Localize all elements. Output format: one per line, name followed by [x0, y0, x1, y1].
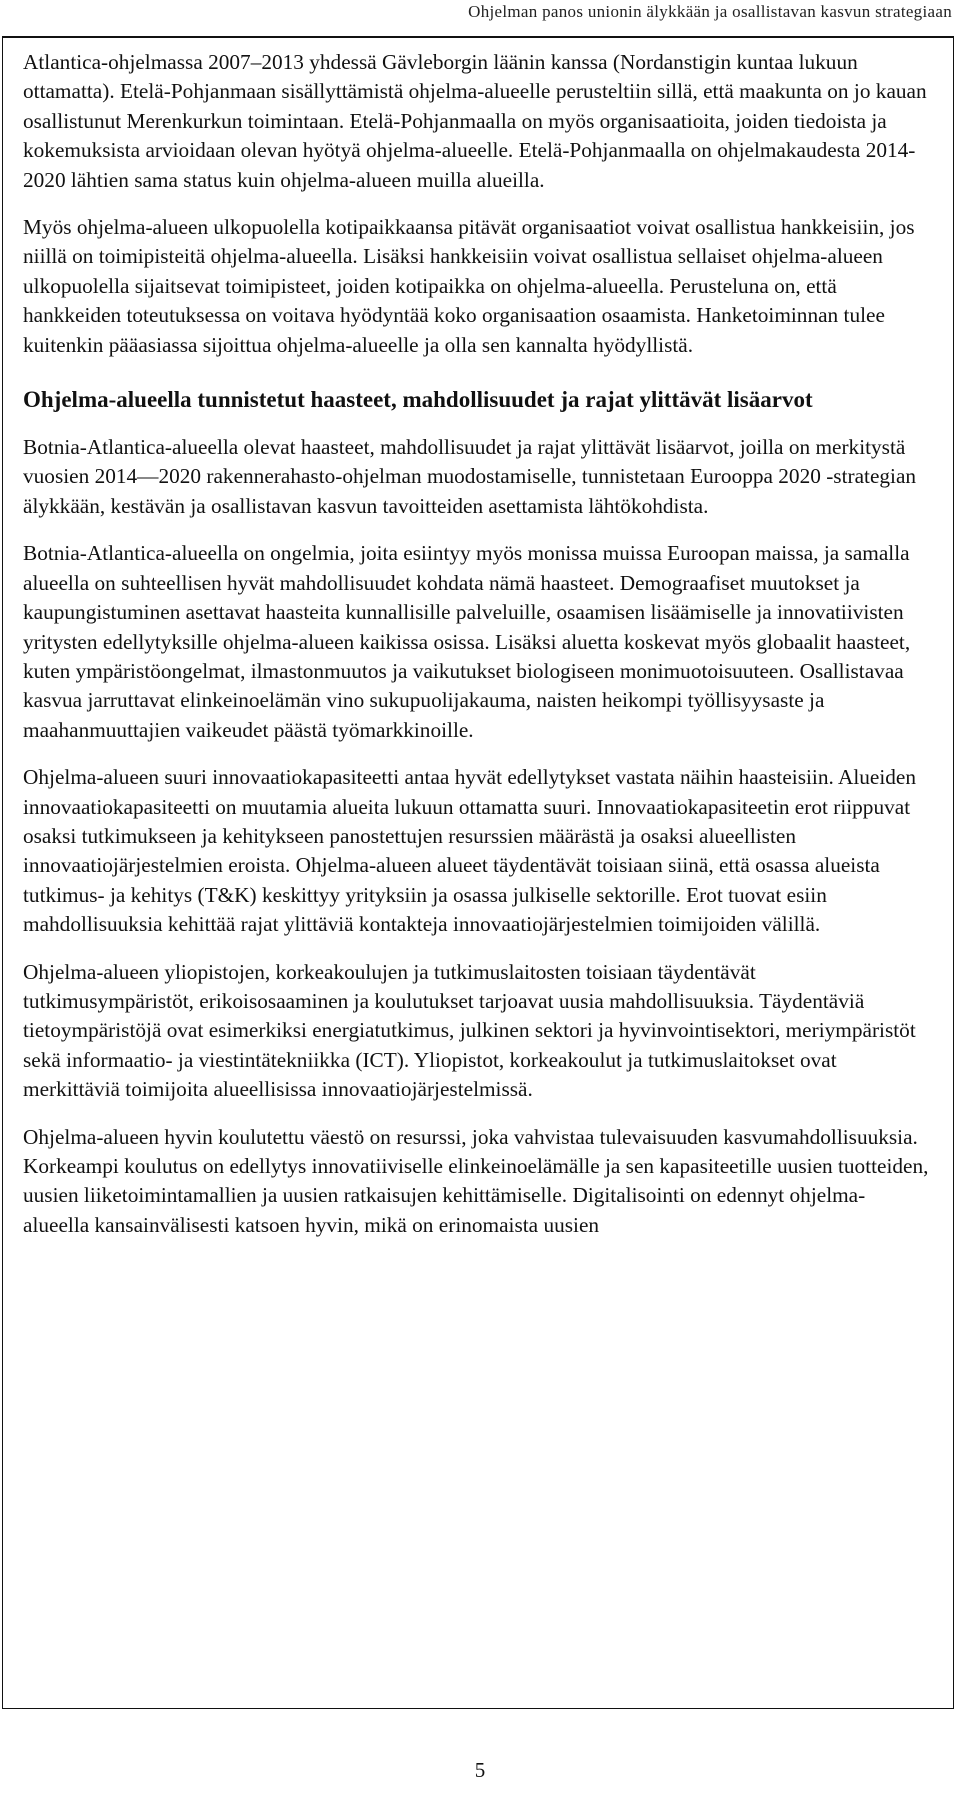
body-paragraph: Ohjelma-alueen hyvin koulutettu väestö on resurssi, joka vahvistaa tulevaisuuden kasvumahdollisuuksia. Korkeampi koulutus on edellytys innovatiiviselle elinkeinoelämälle ja sen kapasiteetille uusien tuotteiden, uusien liiketoimintamallien ja uusien ratkaisujen kehittämiselle. Digitalisointi on edennyt ohjelma-alueella kansainvälisesti katsoen hyvin, mikä on erinomaista uusien — [23, 1124, 929, 1237]
section-heading: Ohjelma-alueella tunnistetut haasteet, mahdollisuudet ja rajat ylittävät lisäarvot — [23, 387, 813, 413]
content-frame — [2, 36, 954, 1709]
body-paragraph: Myös ohjelma-alueen ulkopuolella kotipaikkaansa pitävät organisaatiot voivat osallistua hankkeisiin, jos niillä on toimipisteitä ohjelma-alueella. Lisäksi hankkeisiin voivat osallistua sellaiset ohjelma-alueen ulkopuolella sijaitsevat toimipisteet, joiden kotipaikka on ohjelma-alueella. Perusteluna on, että hankkeiden toteutuksessa on voitava hyödyntää koko organisaation osaamista. Hanketoiminnan tulee kuitenkin pääasiassa sijoittua ohjelma-alueelle ja olla sen kannalta hyödyllistä. — [23, 215, 915, 357]
body-paragraph: Ohjelma-alueen yliopistojen, korkeakoulujen ja tutkimuslaitosten toisiaan täydentävät tutkimusympäristöt, erikoisosaaminen ja koulutukset tarjoavat uusia mahdollisuuksia. Täydentäviä tietoympäristöjä ovat esimerkiksi energiatutkimus, julkinen sektori ja hyvinvointisektori, meriympäristöt sekä informaatio- ja viestintätekniikka (ICT). Yliopistot, korkeakoulut ja tutkimuslaitokset ovat merkittäviä toimijoita alueellisissa innovaatiojärjestelmissä. — [23, 959, 916, 1102]
page-number: 5 — [474, 1758, 486, 1782]
body-paragraph: Botnia-Atlantica-alueella on ongelmia, joita esiintyy myös monissa muissa Euroopan maissa, ja samalla alueella on suhteellisen hyvät mahdollisuudet kohdata nämä haasteet. Demograafiset muutokset ja kaupungistuminen asettavat haasteita kunnallisille palveluille, osaamisen lisäämiselle ja innovatiivisten yritysten edellytyksille ohjelma-alueen kaikissa osissa. Lisäksi aluetta koskevat myös globaalit haasteet, kuten ympäristöongelmat, ilmastonmuutos ja vaikutukset biologiseen monimuotoisuuteen. Osallistavaa kasvua jarruttavat elinkeinoelämän vino sukupuolijakauma, naisten heikompi työllisyysaste ja maahanmuuttajien vaikeudet päästä työmarkkinoille. — [23, 541, 911, 742]
body-paragraph: Ohjelma-alueen suuri innovaatiokapasiteetti antaa hyvät edellytykset vastata näihin haasteisiin. Alueiden innovaatiokapasiteetti on muutamia alueita lukuun ottamatta suuri. Innovaatiokapasiteetin erot riippuvat osaksi tutkimukseen ja kehitykseen panostettujen resurssien määrästä ja osaksi alueellisten innovaatiojärjestelmien eroista. Ohjelma-alueen alueet täydentävät toisiaan siinä, että osassa alueista tutkimus- ja kehitys (T&K) keskittyy yrityksiin ja osassa julkiselle sektorille. Erot tuovat esiin mahdollisuuksia kehittää rajat ylittäviä kontakteja innovaatiojärjestelmien toimijoiden välillä. — [23, 765, 917, 937]
running-header: Ohjelman panos unionin älykkään ja osallistavan kasvun strategiaan — [468, 2, 952, 21]
body-paragraph: Atlantica-ohjelmassa 2007–2013 yhdessä Gävleborgin läänin kanssa (Nordanstigin kuntaa lukuun ottamatta). Etelä-Pohjanmaan sisällyttämistä ohjelma-alueelle perusteltiin sillä, että maakunta on jo kauan osallistunut Merenkurkun toimintaan. Etelä-Pohjanmaalla on myös organisaatioita, joiden tiedoista ja kokemuksista arvioidaan olevan hyötyä ohjelma-alueelle. Etelä-Pohjanmaalla on ohjelmakaudesta 2014-2020 lähtien sama status kuin ohjelma-alueen muilla alueilla. — [23, 50, 927, 192]
body-paragraph: Botnia-Atlantica-alueella olevat haasteet, mahdollisuudet ja rajat ylittävät lisäarvot, joilla on merkitystä vuosien 2014—2020 rakennerahasto-ohjelman muodostamiselle, tunnistetaan Eurooppa 2020 -strategian älykkään, kestävän ja osallistavan kasvun tavoitteiden asettamista lähtökohdista. — [23, 435, 917, 518]
